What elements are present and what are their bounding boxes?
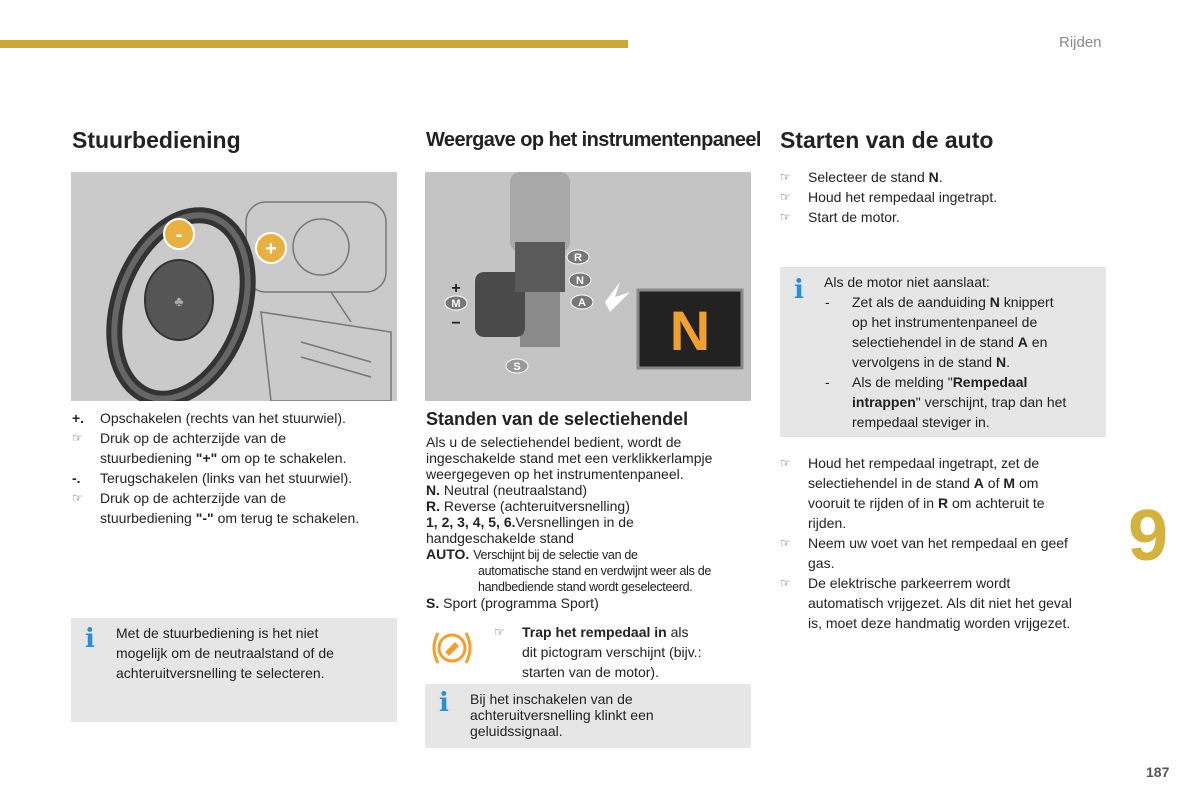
list-item: ☞ Druk op de achterzijde van de stuurbediening "+" om op te schakelen.: [72, 430, 347, 466]
brake-instruction: ☞ Trap het rempedaal in als dit pictogram verschijnt (bijv.: starten van de motor).: [494, 624, 702, 680]
list-item: ☞ Start de motor.: [780, 209, 900, 225]
pointer-hand-icon: ☞: [72, 491, 83, 505]
header-accent-bar: [0, 40, 628, 48]
col3-info-box: i Als de motor niet aanslaat: - Zet als de aanduiding N knippert op het instrumentenpaneel de selectiehendel in de stand A en vervolgens in de stand N. - Als de melding "Rempedaal intrappen" verschijnt, trap dan het rempedaal steviger in.: [780, 267, 1106, 437]
list-item: S. Sport (programma Sport): [426, 595, 599, 611]
col2-info-box: i Bij het inschakelen van de achteruitversnelling klinkt een geluidssignaal.: [425, 684, 751, 748]
svg-text:M: M: [451, 298, 461, 310]
list-item: ☞ Houd het rempedaal ingetrapt, zet de: [780, 455, 1040, 471]
svg-text:+: +: [265, 238, 277, 260]
brake-pedal-warning-icon: [428, 628, 476, 668]
col3-title: Starten van de auto: [780, 127, 994, 153]
steering-wheel-illustration: [71, 172, 397, 401]
svg-text:A: A: [578, 297, 586, 309]
list-item: AUTO. Verschijnt bij de selectie van de automatische stand en verdwijnt weer als de handbediende stand wordt geselecteerd.: [426, 546, 712, 594]
list-item: ☞ Houd het rempedaal ingetrapt.: [780, 189, 998, 205]
display-gear-letter: N: [669, 299, 711, 362]
gear-plus-label: +: [451, 280, 461, 297]
gear-label-a: [571, 295, 593, 309]
start-steps: [780, 167, 1110, 227]
page-number: 187: [1146, 764, 1170, 780]
col1-info-box: i Met de stuurbediening is het niet mogelijk om de neutraalstand of de achteruitversnelling te selecteren.: [71, 618, 397, 722]
shift-plus-paddle: [256, 233, 286, 263]
chapter-number: 9: [1128, 496, 1169, 576]
list-item: R. Reverse (achteruitversnelling): [426, 498, 630, 514]
info-icon: i: [794, 275, 804, 305]
list-item: +. Opschakelen (rechts van het stuurwiel).: [72, 410, 346, 426]
col2-title: Weergave op het instrumentenpaneel: [426, 129, 761, 151]
info-icon: i: [439, 688, 449, 718]
col2-subtitle: Standen van de selectiehendel: [426, 409, 689, 429]
list-item: ☞ Neem uw voet van het rempedaal en geef: [780, 535, 1068, 551]
svg-text:-: -: [175, 224, 183, 246]
shift-minus-paddle: [164, 219, 194, 249]
pointer-hand-icon: ☞: [780, 210, 791, 224]
pointer-hand-icon: ☞: [72, 431, 83, 445]
svg-text:♣: ♣: [174, 293, 184, 309]
start-after-steps: ☞ Houd het rempedaal ingetrapt, zet de selectiehendel in de stand A of M om vooruit te rijden of in R om achteruit te rijden. ☞ Neem uw voet van het rempedaal en geef gas. ☞ De elektrische parkeerrem wordt automatisch vrijgezet. Als dit niet het geval is, moet deze handmatig worden vrijgezet.: [780, 453, 1110, 633]
col1-title: Stuurbediening: [72, 127, 241, 153]
section-title: Rijden: [1059, 34, 1102, 51]
gear-selector-illustration: [425, 172, 751, 401]
gear-minus-label: −: [451, 315, 461, 332]
pointer-hand-icon: ☞: [780, 170, 791, 184]
list-item: -. Terugschakelen (links van het stuurwiel).: [72, 470, 353, 486]
gear-label-r: [567, 250, 589, 264]
list-item: 1, 2, 3, 4, 5, 6.Versnellingen in de: [426, 514, 634, 530]
col1-list: [72, 408, 402, 528]
list-item: ☞ Druk op de achterzijde van de stuurbediening "-" om terug te schakelen.: [72, 490, 360, 526]
pointer-hand-icon: ☞: [780, 576, 791, 590]
pointer-hand-icon: ☞: [780, 190, 791, 204]
gear-label-m: [445, 296, 467, 310]
list-item: ☞ Selecteer de stand N.: [780, 169, 943, 185]
pointer-hand-icon: ☞: [780, 456, 791, 470]
svg-text:S: S: [513, 361, 521, 373]
pointer-hand-icon: ☞: [780, 536, 791, 550]
gear-label-s: [506, 359, 528, 373]
svg-text:R: R: [574, 252, 582, 264]
gear-label-n: [569, 273, 591, 287]
info-icon: i: [85, 624, 95, 654]
list-item: N. Neutral (neutraalstand): [426, 482, 588, 498]
pointer-hand-icon: ☞: [494, 625, 505, 639]
selector-positions-text: Als u de selectiehendel bedient, wordt de ingeschakelde stand met een verklikkerlampje weergegeven op het instrumentenpaneel. N. Neutral (neutraalstand) R. Reverse (achteruitversnelling) 1, 2, 3, 4, 5, 6.Versnellingen in de handgeschakelde stand AUTO. Verschijnt bij de selectie van de automatische stand en verdwijnt weer als de handbediende stand wordt geselecteerd. S. Sport (programma Sport): [426, 434, 756, 611]
list-item: ☞ De elektrische parkeerrem wordt: [780, 575, 1011, 591]
svg-text:N: N: [576, 275, 584, 287]
